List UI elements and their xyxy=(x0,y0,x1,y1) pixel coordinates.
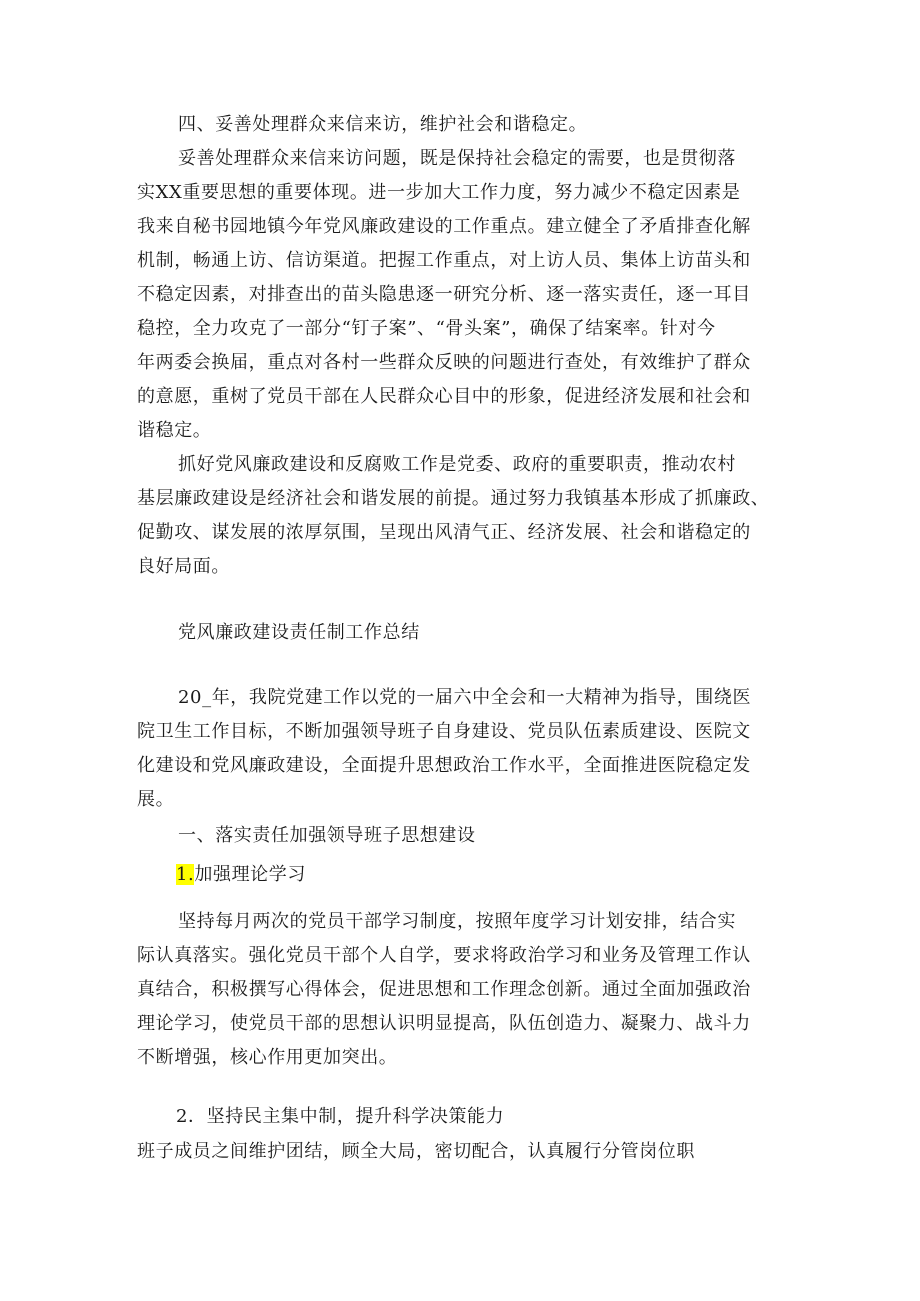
item-heading-title: 加强理论学习 xyxy=(194,864,306,885)
item-heading xyxy=(176,864,306,886)
paragraph-line: 展。 xyxy=(137,789,175,810)
paragraph-line: 际认真落实。强化党员干部个人自学，要求将政治学习和业务及管理工作认 xyxy=(137,945,751,966)
paragraph-line: 谐稳定。 xyxy=(137,420,212,441)
document-title: 党风廉政建设责任制工作总结 xyxy=(178,622,420,643)
part-heading: 一、落实责任加强领导班子思想建设 xyxy=(178,825,476,846)
paragraph-line: 院卫生工作目标，不断加强领导班子自身建设、党员队伍素质建设、医院文 xyxy=(137,721,751,742)
item-heading: 2．坚持民主集中制，提升科学决策能力 xyxy=(176,1106,505,1127)
section-heading: 四、妥善处理群众来信来访，维护社会和谐稳定。 xyxy=(178,114,588,135)
paragraph-line: 基层廉政建设是经济社会和谐发展的前提。通过努力我镇基本形成了抓廉政、 xyxy=(137,488,770,509)
paragraph-line: 促勤攻、谋发展的浓厚氛围，呈现出风清气正、经济发展、社会和谐稳定的 xyxy=(137,522,751,543)
paragraph-line: 真结合，积极撰写心得体会，促进思想和工作理念创新。通过全面加强政治 xyxy=(137,979,751,1000)
paragraph-line: 年两委会换届，重点对各村一些群众反映的问题进行查处，有效维护了群众 xyxy=(137,352,751,373)
highlighted-number: 1. xyxy=(176,864,195,885)
paragraph-line: 坚持每月两次的党员干部学习制度，按照年度学习计划安排，结合实 xyxy=(178,911,736,932)
paragraph-line: 20_年，我院党建工作以党的一届六中全会和一大精神为指导，围绕医 xyxy=(178,687,752,708)
paragraph-line: 实XX重要思想的重要体现。进一步加大工作力度，努力减少不稳定因素是 xyxy=(137,182,741,203)
paragraph-line: 的意愿，重树了党员干部在人民群众心目中的形象，促进经济发展和社会和 xyxy=(137,386,751,407)
paragraph-line: 化建设和党风廉政建设，全面提升思想政治工作水平，全面推进医院稳定发 xyxy=(137,755,751,776)
paragraph-line: 班子成员之间维护团结，顾全大局，密切配合，认真履行分管岗位职 xyxy=(137,1141,695,1162)
paragraph-line: 不断增强，核心作用更加突出。 xyxy=(137,1047,398,1068)
paragraph-line: 理论学习，使党员干部的思想认识明显提高，队伍创造力、凝聚力、战斗力 xyxy=(137,1013,751,1034)
paragraph-line: 稳控，全力攻克了一部分“钉子案”、“骨头案”，确保了结案率。针对今 xyxy=(137,318,716,339)
paragraph-line: 不稳定因素，对排查出的苗头隐患逐一研究分析、逐一落实责任，逐一耳目 xyxy=(137,284,751,305)
paragraph-line: 良好局面。 xyxy=(137,556,230,577)
paragraph-line: 机制，畅通上访、信访渠道。把握工作重点，对上访人员、集体上访苗头和 xyxy=(137,250,751,271)
paragraph-line: 抓好党风廉政建设和反腐败工作是党委、政府的重要职责，推动农村 xyxy=(178,454,736,475)
paragraph-line: 妥善处理群众来信来访问题，既是保持社会稳定的需要，也是贯彻落 xyxy=(178,148,736,169)
paragraph-line: 我来自秘书园地镇今年党风廉政建设的工作重点。建立健全了矛盾排查化解 xyxy=(137,216,751,237)
